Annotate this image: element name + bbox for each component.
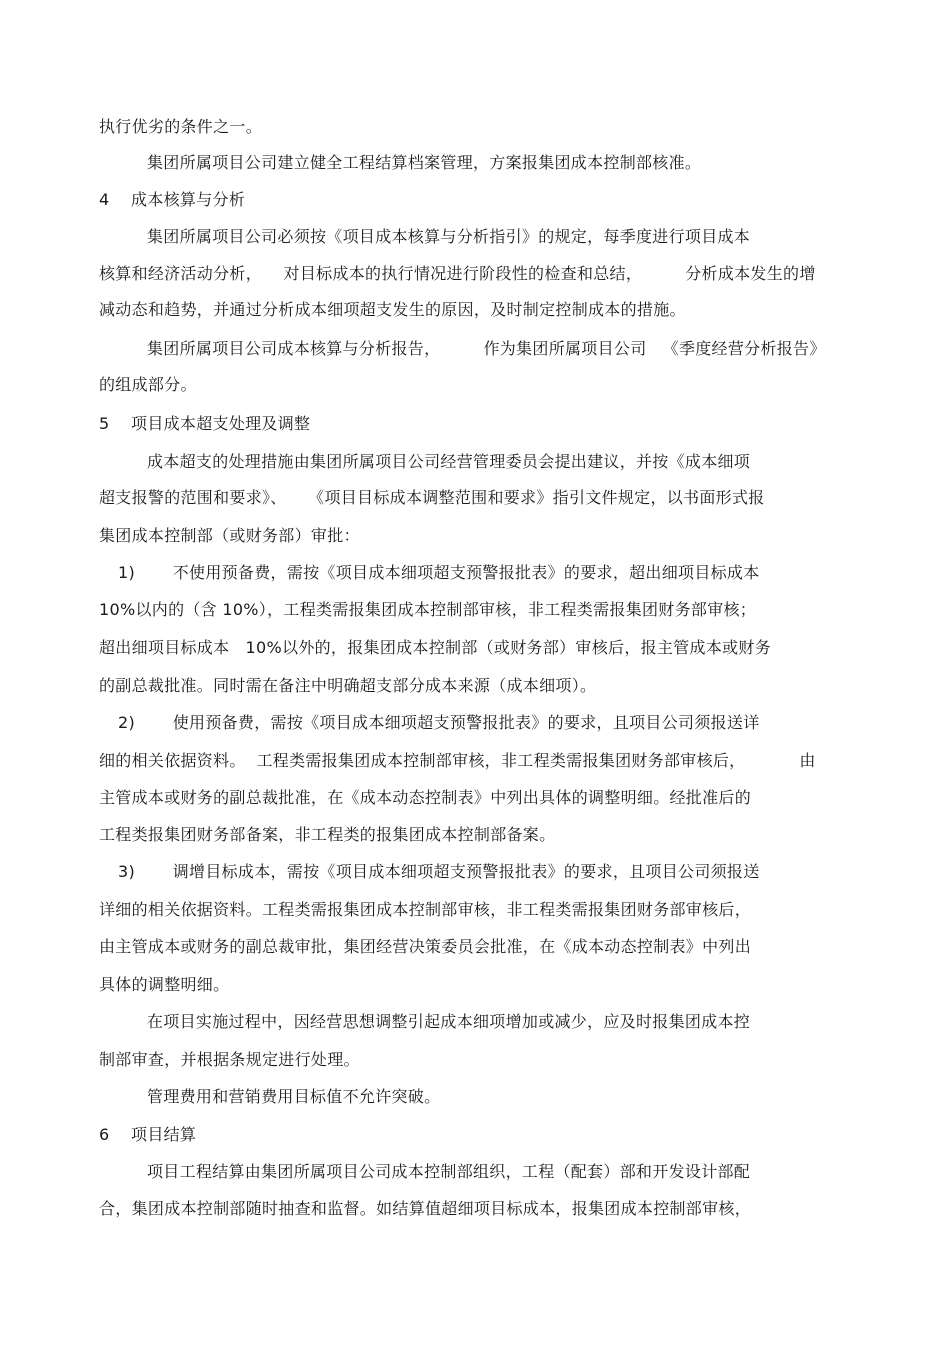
text-line: 10%以内的（含 10%），工程类需报集团成本控制部审核，非工程类需报集团财务部审核； bbox=[99, 600, 757, 619]
text-line: 细的相关依据资料。 工程类需报集团成本控制部审核，非工程类需报集团财务部审核后， 由 bbox=[99, 751, 816, 770]
text-line: 制部审查，并根据条规定进行处理。 bbox=[99, 1050, 360, 1069]
text-line: 主管成本或财务的副总裁批准，在《成本动态控制表》中列出具体的调整明细。经批准后的 bbox=[99, 788, 752, 807]
text-line: 工程类报集团财务部备案，非工程类的报集团成本控制部备案。 bbox=[99, 825, 556, 844]
text-line: 合，集团成本控制部随时抽查和监督。如结算值超细项目标成本，报集团成本控制部审核， bbox=[99, 1199, 752, 1218]
text-line: 减动态和趋势，并通过分析成本细项超支发生的原因，及时制定控制成本的措施。 bbox=[99, 300, 686, 319]
text-line: 成本超支的处理措施由集团所属项目公司经营管理委员会提出建议，并按《成本细项 bbox=[147, 452, 751, 471]
text-line: 管理费用和营销费用目标值不允许突破。 bbox=[147, 1087, 441, 1106]
list-item: 2) 使用预备费，需按《项目成本细项超支预警报批表》的要求，且项目公司须报送详 bbox=[118, 713, 760, 732]
text-line: 在项目实施过程中，因经营思想调整引起成本细项增加或减少，应及时报集团成本控 bbox=[147, 1012, 751, 1031]
text-line: 超支报警的范围和要求》、 《项目目标成本调整范围和要求》指引文件规定，以书面形式报 bbox=[99, 488, 765, 507]
text-line: 详细的相关依据资料。工程类需报集团成本控制部审核，非工程类需报集团财务部审核后， bbox=[99, 900, 752, 919]
text-line: 项目工程结算由集团所属项目公司成本控制部组织，工程（配套）部和开发设计部配 bbox=[147, 1162, 751, 1181]
text-line: 集团所属项目公司必须按《项目成本核算与分析指引》的规定，每季度进行项目成本 bbox=[147, 227, 751, 246]
text-line: 核算和经济活动分析， 对目标成本的执行情况进行阶段性的检查和总结， 分析成本发生的增 bbox=[99, 264, 816, 283]
text-line: 由主管成本或财务的副总裁审批，集团经营决策委员会批准，在《成本动态控制表》中列出 bbox=[99, 937, 752, 956]
list-item: 3) 调增目标成本，需按《项目成本细项超支预警报批表》的要求，且项目公司须报送 bbox=[118, 862, 760, 881]
text-line: 的副总裁批准。同时需在备注中明确超支部分成本来源（成本细项）。 bbox=[99, 676, 597, 695]
text-line: 超出细项目标成本 10%以外的，报集团成本控制部（或财务部）审核后，报主管成本或财务 bbox=[99, 638, 772, 657]
text-line: 集团成本控制部（或财务部）审批： bbox=[99, 526, 360, 545]
text-line: 的组成部分。 bbox=[99, 375, 197, 394]
section-heading: 6 项目结算 bbox=[99, 1125, 197, 1144]
text-line: 集团所属项目公司建立健全工程结算档案管理，方案报集团成本控制部核准。 bbox=[147, 153, 702, 172]
text-line: 具体的调整明细。 bbox=[99, 975, 230, 994]
list-item: 1) 不使用预备费，需按《项目成本细项超支预警报批表》的要求，超出细项目标成本 bbox=[118, 563, 760, 582]
text-line: 集团所属项目公司成本核算与分析报告， 作为集团所属项目公司 《季度经营分析报告》 bbox=[147, 339, 826, 358]
section-heading: 5 项目成本超支处理及调整 bbox=[99, 414, 311, 433]
text-line: 执行优劣的条件之一。 bbox=[99, 117, 263, 136]
section-heading: 4 成本核算与分析 bbox=[99, 190, 246, 209]
